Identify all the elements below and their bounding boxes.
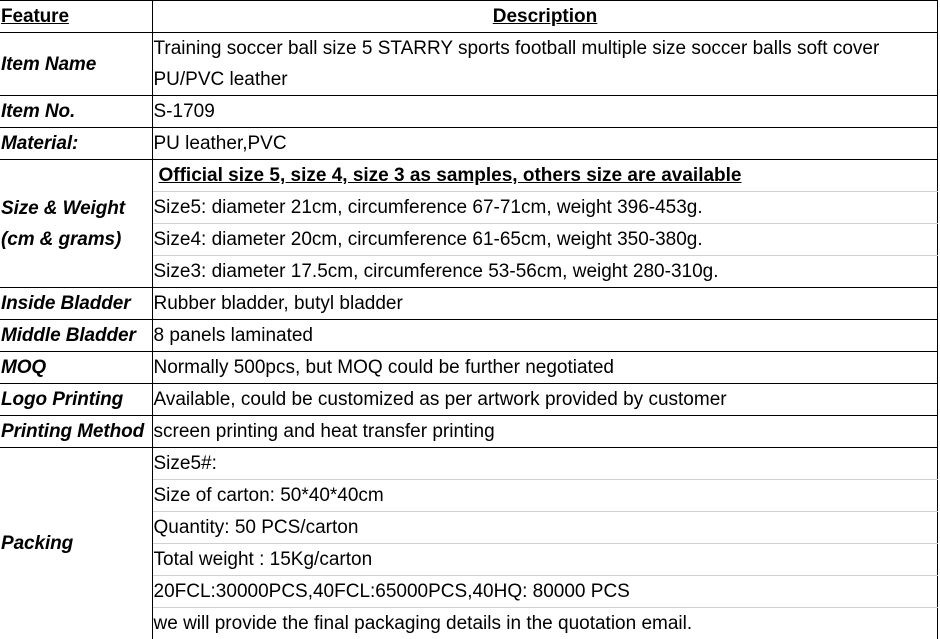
size-weight-label-line2: (cm & grams) bbox=[1, 224, 152, 255]
row-middle-bladder bbox=[0, 320, 937, 352]
row-item-name bbox=[0, 33, 937, 96]
row-printing-method bbox=[0, 416, 937, 448]
packing-line: 20FCL:30000PCS,40FCL:65000PCS,40HQ: 80000 PCS bbox=[152, 576, 937, 608]
printing-method-label: Printing Method bbox=[0, 416, 152, 448]
packing-line: Quantity: 50 PCS/carton bbox=[152, 512, 937, 544]
logo-printing-label: Logo Printing bbox=[0, 384, 152, 416]
packing-line: Size5#: bbox=[152, 448, 937, 480]
row-item-no bbox=[0, 96, 937, 128]
row-size-note bbox=[0, 160, 937, 192]
material-label: Material: bbox=[0, 128, 152, 160]
material-value: PU leather,PVC bbox=[152, 128, 937, 160]
moq-label: MOQ bbox=[0, 352, 152, 384]
item-no-label: Item No. bbox=[0, 96, 152, 128]
inside-bladder-value: Rubber bladder, butyl bladder bbox=[152, 288, 937, 320]
middle-bladder-label: Middle Bladder bbox=[0, 320, 152, 352]
packing-line: Total weight : 15Kg/carton bbox=[152, 544, 937, 576]
size5-value: Size5: diameter 21cm, circumference 67-71cm, weight 396-453g. bbox=[152, 192, 937, 224]
inside-bladder-label: Inside Bladder bbox=[0, 288, 152, 320]
item-name-label: Item Name bbox=[0, 33, 152, 96]
middle-bladder-value: 8 panels laminated bbox=[152, 320, 937, 352]
item-no-value: S-1709 bbox=[152, 96, 937, 128]
packing-line: Size of carton: 50*40*40cm bbox=[152, 480, 937, 512]
moq-value: Normally 500pcs, but MOQ could be further negotiated bbox=[152, 352, 937, 384]
item-name-value: Training soccer ball size 5 STARRY sports football multiple size soccer balls soft cover PU/PVC leather bbox=[152, 33, 937, 96]
row-logo-printing bbox=[0, 384, 937, 416]
row-moq bbox=[0, 352, 937, 384]
size-note: Official size 5, size 4, size 3 as samples, others size are available bbox=[152, 160, 937, 192]
description-header: Description bbox=[152, 1, 937, 33]
row-packing-1 bbox=[0, 448, 937, 480]
size4-value: Size4: diameter 20cm, circumference 61-65cm, weight 350-380g. bbox=[152, 224, 937, 256]
printing-method-value: screen printing and heat transfer printing bbox=[152, 416, 937, 448]
size3-value: Size3: diameter 17.5cm, circumference 53-56cm, weight 280-310g. bbox=[152, 256, 937, 288]
size-weight-label-line1: Size & Weight bbox=[1, 193, 152, 224]
size-weight-label bbox=[0, 160, 152, 288]
feature-header: Feature bbox=[0, 1, 152, 33]
logo-printing-value: Available, could be customized as per artwork provided by customer bbox=[152, 384, 937, 416]
packing-line: we will provide the final packaging details in the quotation email. bbox=[152, 608, 937, 639]
header-row bbox=[0, 1, 937, 33]
packing-label: Packing bbox=[0, 448, 152, 639]
row-material bbox=[0, 128, 937, 160]
row-inside-bladder bbox=[0, 288, 937, 320]
